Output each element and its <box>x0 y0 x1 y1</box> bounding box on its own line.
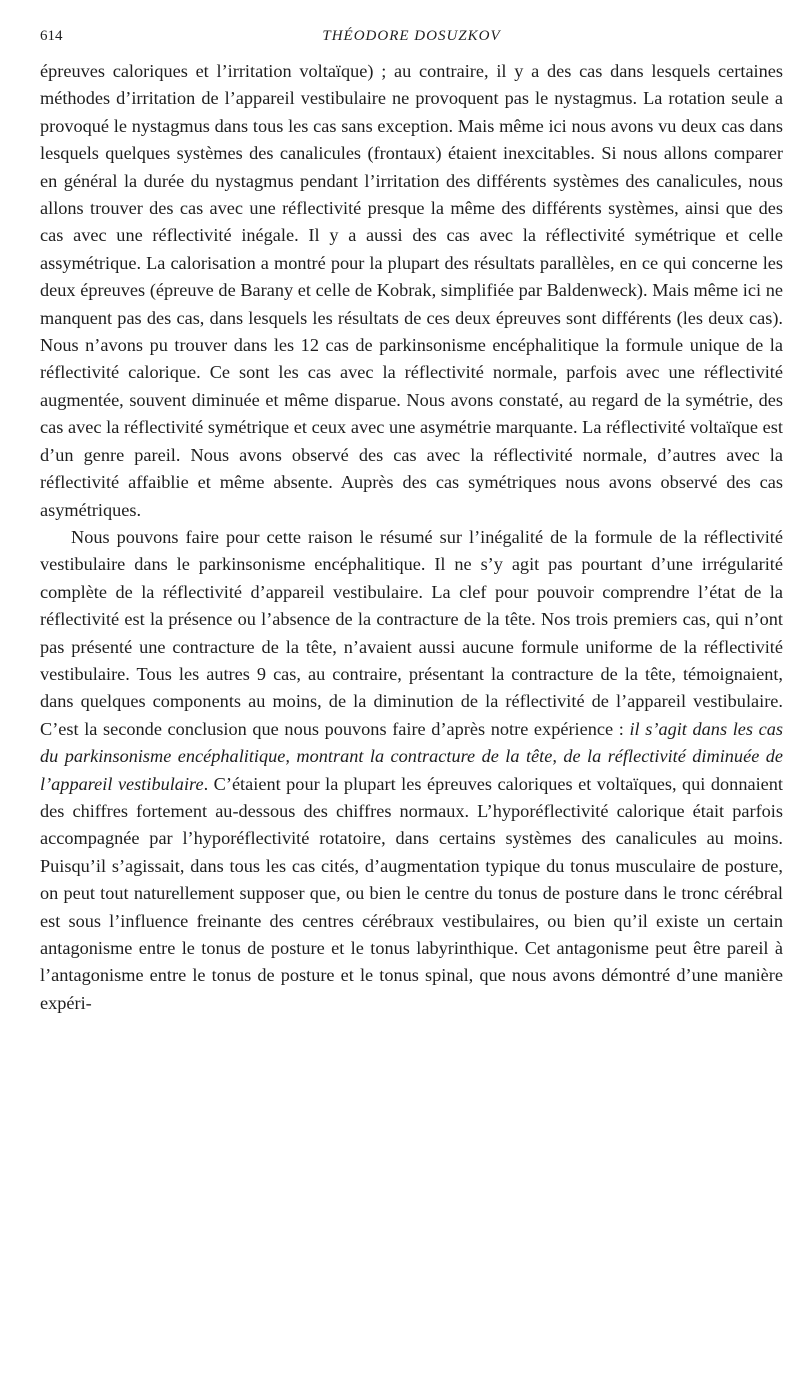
paragraph-text: . C’étaient pour la plupart les épreuves caloriques et voltaïques, qui donnaient des chiffres fortement au-dessous des chiffres normaux. L’hyporéflectivité calorique était parfois accompagnée par l’hyporéflectivité rotatoire, dans certains systèmes des canalicules au moins. Puisqu’il s’agissait, dans tous les cas cités, d’augmentation typique du tonus musculaire de posture, on peut tout naturellement supposer que, ou bien le centre du tonus de posture dans le tronc cérébral est sous l’influence freinante des centres cérébraux vestibulaires, ou bien qu’il existe un certain antagonisme entre le tonus de posture et le tonus labyrinthique. Cet antagonisme peut être pareil à l’antagonisme entre le tonus de posture et le tonus spinal, que nous avons démontré d’une manière expéri- <box>40 773 783 1013</box>
body-text <box>40 58 783 1017</box>
paragraph-text: épreuves caloriques et l’irritation voltaïque) ; au contraire, il y a des cas dans lesquels certaines méthodes d’irritation de l’appareil vestibulaire ne provoquent pas le nystagmus. La rotation seule a provoqué le nystagmus dans tous les cas sans exception. Mais même ici nous avons vu deux cas dans lesquels quelques systèmes des canalicules (frontaux) étaient inexcitables. Si nous allons comparer en général la durée du nystagmus pendant l’irritation des différents systèmes des canalicules, nous allons trouver des cas avec une réflectivité presque la même des différents systèmes, ainsi que des cas avec une réflectivité inégale. Il y a aussi des cas avec la réflectivité symétrique et celle assymétrique. La calorisation a montré pour la plupart des résultats parallèles, en ce qui concerne les deux épreuves (épreuve de Barany et celle de Kobrak, simplifiée par Baldenweck). Mais même ici ne manquent pas des cas, dans lesquels les résultats de ces deux épreuves sont différents (les deux cas). Nous n’avons pu trouver dans les 12 cas de parkinsonisme encéphalitique la formule unique de la réflectivité calorique. Ce sont les cas avec la réflectivité normale, parfois avec une réflectivité augmentée, souvent diminuée et même disparue. Nous avons constaté, au regard de la symétrie, des cas avec la réflectivité symétrique et ceux avec une asymétrie marquante. La réflectivité voltaïque est d’un genre pareil. Nous avons observé des cas avec la réflectivité normale, d’autres avec la réflectivité affaiblie et même absente. Auprès des cas symétriques nous avons observé des cas asymétriques. <box>40 61 783 520</box>
italic-conclusion: il s’agit dans les cas du parkinsonisme encéphalitique, montrant la contracture de la tête, de la réflectivité diminuée de l’appareil vestibulaire <box>40 718 784 794</box>
paragraph-continued <box>40 58 783 524</box>
running-title: THÉODORE DOSUZKOV <box>322 28 501 44</box>
paragraph-text: Nous pouvons faire pour cette raison le résumé sur l’inégalité de la formule de la réflectivité vestibulaire dans le parkinsonisme encéphalitique. Il ne s’y agit pas pourtant d’une irrégularité complète de la réflectivité d’appareil vestibulaire. La clef pour pouvoir comprendre l’état de la réflectivité est la présence ou l’absence de la contracture de la tête. Nos trois premiers cas, qui n’ont pas présenté une contracture de la tête, n’avaient aussi aucune formule uniforme de la réflectivité vestibulaire. Tous les autres 9 cas, au contraire, présentant la contracture de la tête, témoignaient, dans quelques components au moins, de la diminution de la réflectivité de l’appareil vestibulaire. C’est la seconde conclusion que nous pouvons faire d’après notre expérience : <box>40 526 783 739</box>
running-head <box>40 26 783 46</box>
paragraph-conclusion <box>40 524 783 1017</box>
page-number: 614 <box>40 28 63 44</box>
